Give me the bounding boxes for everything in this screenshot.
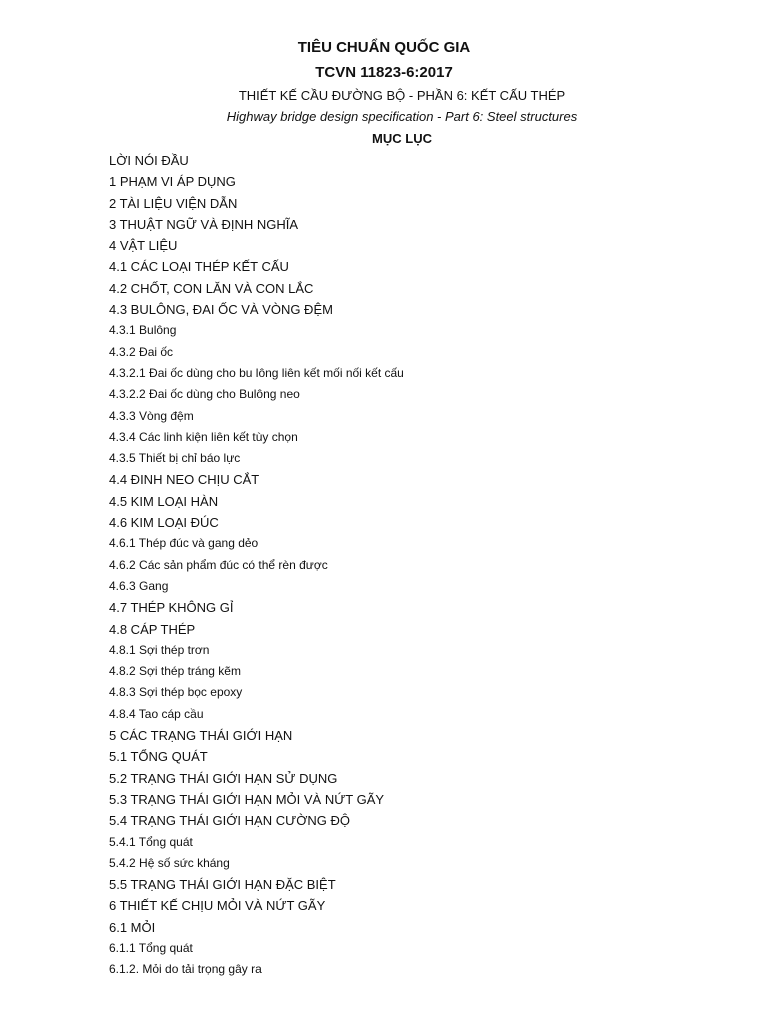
toc-entry: 5.2 TRẠNG THÁI GIỚI HẠN SỬ DỤNG	[109, 770, 338, 786]
toc-entry: 4.3.3 Vòng đệm	[109, 408, 194, 423]
toc-entry: 6 THIẾT KẾ CHỊU MỎI VÀ NỨT GÃY	[109, 898, 326, 914]
document-subtitle: THIẾT KẾ CẦU ĐƯỜNG BỘ - PHẦN 6: KẾT CẤU THÉP	[238, 88, 566, 103]
toc-entry: 4.4 ĐINH NEO CHỊU CẮT	[109, 472, 260, 488]
toc-entry: 4.1 CÁC LOẠI THÉP KẾT CẤU	[109, 259, 289, 275]
toc-entry: 5.4.1 Tổng quát	[109, 834, 193, 849]
toc-entry: 4.8.3 Sợi thép bọc epoxy	[109, 685, 243, 700]
toc-entry: 4.6.2 Các sản phẩm đúc có thể rèn được	[109, 557, 328, 572]
standard-title: TIÊU CHUẨN QUỐC GIA	[297, 39, 471, 56]
toc-entry: 4.3.5 Thiết bị chỉ báo lực	[109, 451, 241, 466]
toc-entry: 6.1 MỎI	[109, 919, 156, 935]
toc-entry: 5.4 TRẠNG THÁI GIỚI HẠN CƯỜNG ĐỘ	[109, 813, 350, 829]
toc-entry: 5.5 TRẠNG THÁI GIỚI HẠN ĐẶC BIỆT	[109, 877, 336, 893]
toc-entry: 4.5 KIM LOẠI HÀN	[109, 493, 219, 509]
toc-entry: LỜI NÓI ĐẦU	[109, 153, 189, 168]
toc-entry: 4 VẬT LIỆU	[109, 238, 178, 254]
toc-entry: 5.4.2 Hệ số sức kháng	[109, 855, 230, 870]
toc-entry: 4.6.3 Gang	[109, 578, 169, 593]
standard-code: TCVN 11823-6:2017	[315, 64, 453, 81]
toc-entry: 3 THUẬT NGỮ VÀ ĐỊNH NGHĨA	[109, 216, 299, 232]
toc-entry: 4.8.4 Tao cáp cầu	[109, 706, 204, 721]
toc-entry: 1 PHẠM VI ÁP DỤNG	[109, 174, 236, 190]
toc-entry: 5 CÁC TRẠNG THÁI GIỚI HẠN	[109, 728, 293, 744]
toc-entry: 4.3.2.2 Đai ốc dùng cho Bulông neo	[109, 387, 300, 402]
toc-entry: 6.1.1 Tổng quát	[109, 940, 193, 955]
toc-heading: MỤC LỤC	[372, 131, 432, 146]
toc-entry: 4.3.1 Bulông	[109, 323, 177, 338]
toc-entry: 4.7 THÉP KHÔNG GỈ	[109, 600, 234, 616]
toc-entry: 4.6 KIM LOẠI ĐÚC	[109, 515, 219, 531]
toc-entry: 4.3.4 Các linh kiện liên kết tùy chọn	[109, 429, 298, 444]
toc-entry: 4.3 BULÔNG, ĐAI ỐC VÀ VÒNG ĐỆM	[109, 302, 333, 318]
toc-entry: 5.1 TỔNG QUÁT	[109, 749, 208, 765]
toc-entry: 5.3 TRẠNG THÁI GIỚI HẠN MỎI VÀ NỨT GÃY	[109, 791, 385, 807]
toc-entry: 6.1.2. Mỏi do tải trọng gây ra	[109, 962, 262, 977]
toc-entry: 4.6.1 Thép đúc và gang dẻo	[109, 536, 259, 551]
toc-entry: 4.8.2 Sợi thép tráng kẽm	[109, 664, 241, 679]
toc-entry: 4.3.2.1 Đai ốc dùng cho bu lông liên kết mối nối kết cấu	[109, 365, 404, 380]
toc-entry: 4.3.2 Đai ốc	[109, 344, 174, 359]
toc-entry: 4.8.1 Sợi thép trơn	[109, 642, 210, 657]
document-subtitle-english: Highway bridge design specification - Part 6: Steel structures	[226, 109, 578, 124]
toc-entry: 2 TÀI LIỆU VIỆN DẪN	[109, 195, 238, 211]
toc-entry: 4.2 CHỐT, CON LĂN VÀ CON LẮC	[109, 280, 314, 296]
toc-entry: 4.8 CÁP THÉP	[109, 621, 196, 637]
table-of-contents	[109, 150, 404, 981]
